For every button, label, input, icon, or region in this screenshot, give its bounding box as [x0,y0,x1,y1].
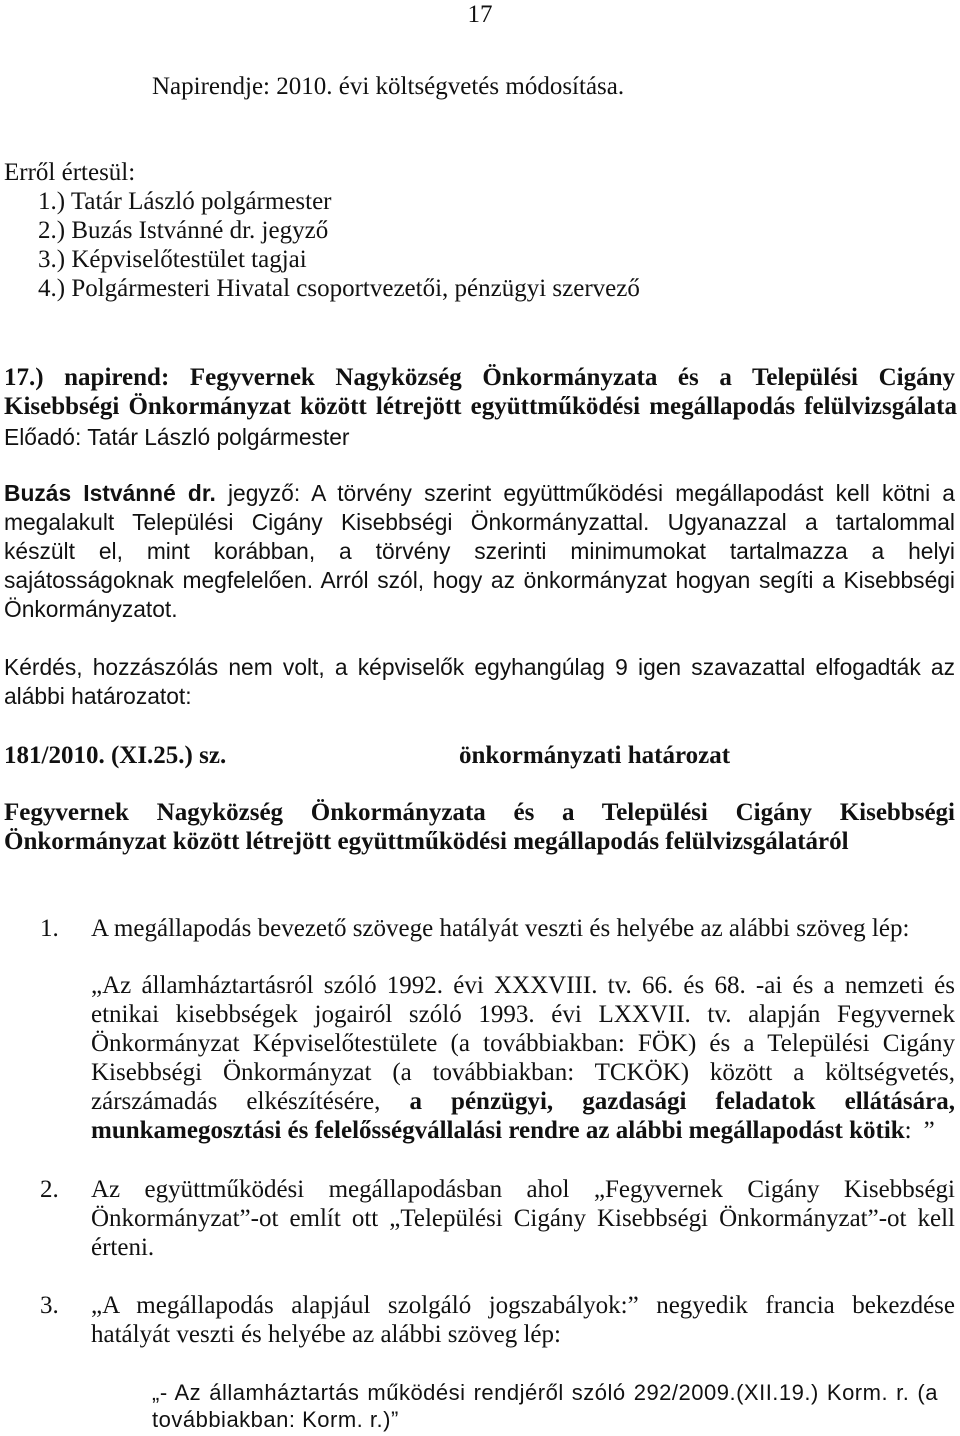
quote-emphasis: a pénzügyi, gazdasági feladatok ellátására, [409,1088,955,1115]
quote-text: : [904,1117,912,1144]
point-number: 2. [40,1176,59,1203]
recipient-item: 2.) Buzás Istvánné dr. jegyző [38,217,329,244]
quote-line: Önkormányzat Képviselőtestülete (a továbbiakban: FÖK) és a Települési Cigány [91,1030,955,1057]
page-number: 17 [467,1,493,28]
resolution-title-line: Önkormányzat között létrejött együttműködési megállapodás felülvizsgálatáról [4,828,849,855]
quote-emphasis: munkamegosztási és felelősségvállalási rendre az alábbi megállapodást kötik [91,1117,905,1144]
point-text-line: „A megállapodás alapjául szolgáló jogszabályok:” negyedik francia bekezdése [91,1292,955,1319]
point-text-line: Az együttműködési megállapodásban ahol „Fegyvernek Cigány Kisebbségi [91,1176,955,1203]
subquote-line: továbbiakban: Korm. r.)” [152,1407,399,1432]
subquote-line: „- Az államháztartás működési rendjéről szóló 292/2009.(XII.19.) Korm. r. (a [152,1380,938,1405]
agenda-line: Napirendje: 2010. évi költségvetés módosítása. [152,73,625,100]
agenda-item-title-line: Kisebbségi Önkormányzat között létrejött együttműködési megállapodás felülvizsgálata [4,393,957,420]
resolution-number: 181/2010. (XI.25.) sz. [4,742,227,769]
speaker-name: Buzás Istvánné dr. [4,480,216,506]
quote-line: etnikai kisebbségek jogairól szóló 1993. évi LXXVII. tv. alapján Fegyvernek [91,1001,955,1028]
recipient-item: 1.) Tatár László polgármester [38,188,332,215]
vote-line: alábbi határozatot: [4,683,192,709]
quote-text: zárszámadás elkészítésére, [91,1088,381,1115]
statement-line: megalakult Települési Cigány Kisebbségi Önkormányzattal. Ugyanazzal a tartalommal [4,509,955,535]
resolution-title-line: Fegyvernek Nagyközség Önkormányzata és a Települési Cigány Kisebbségi [4,799,955,826]
statement-line: sajátosságoknak megfelelően. Arról szól, hogy az önkormányzat hogyan segíti a Kisebbségi [4,567,955,593]
point-number: 1. [40,915,59,942]
notification-heading: Erről értesül: [4,159,136,186]
recipient-item: 3.) Képviselőtestület tagjai [38,246,307,273]
statement-line: Önkormányzatot. [4,596,178,622]
vote-line: Kérdés, hozzászólás nem volt, a képviselők egyhangúlag 9 igen szavazattal elfogadták az [4,654,955,680]
resolution-type: önkormányzati határozat [459,742,731,769]
point-text-line: hatályát veszti és helyébe az alábbi szöveg lép: [91,1321,561,1348]
quote-line [91,1116,935,1145]
quote-line: „Az államháztartásról szóló 1992. évi XXXVIII. tv. 66. és 68. -ai és a nemzeti és [91,972,955,999]
presenter-line: Előadó: Tatár László polgármester [4,424,350,450]
statement-line: készült el, mint korábban, a törvény szerinti minimumokat tartalmazza a helyi [4,538,955,564]
point-text-line: érteni. [91,1234,155,1261]
statement-line [4,479,955,508]
recipient-item: 4.) Polgármesteri Hivatal csoportvezetői, pénzügyi szervező [38,275,640,302]
quote-line [91,1087,955,1116]
agenda-item-title-line: 17.) napirend: Fegyvernek Nagyközség Önkormányzata és a Települési Cigány [4,364,955,391]
closing-quote-mark: ” [923,1117,935,1144]
quote-line: Kisebbségi Önkormányzat (a továbbiakban: TCKÖK) között a költségvetés, [91,1059,955,1086]
point-text-line: A megállapodás bevezető szövege hatályát veszti és helyébe az alábbi szöveg lép: [91,915,910,942]
point-number: 3. [40,1292,59,1319]
statement-text: jegyző: A törvény szerint együttműködési megállapodást kell kötni a [227,480,955,506]
point-text-line: Önkormányzat”-ot említ ott „Települési Cigány Kisebbségi Önkormányzat”-ot kell [91,1205,955,1232]
